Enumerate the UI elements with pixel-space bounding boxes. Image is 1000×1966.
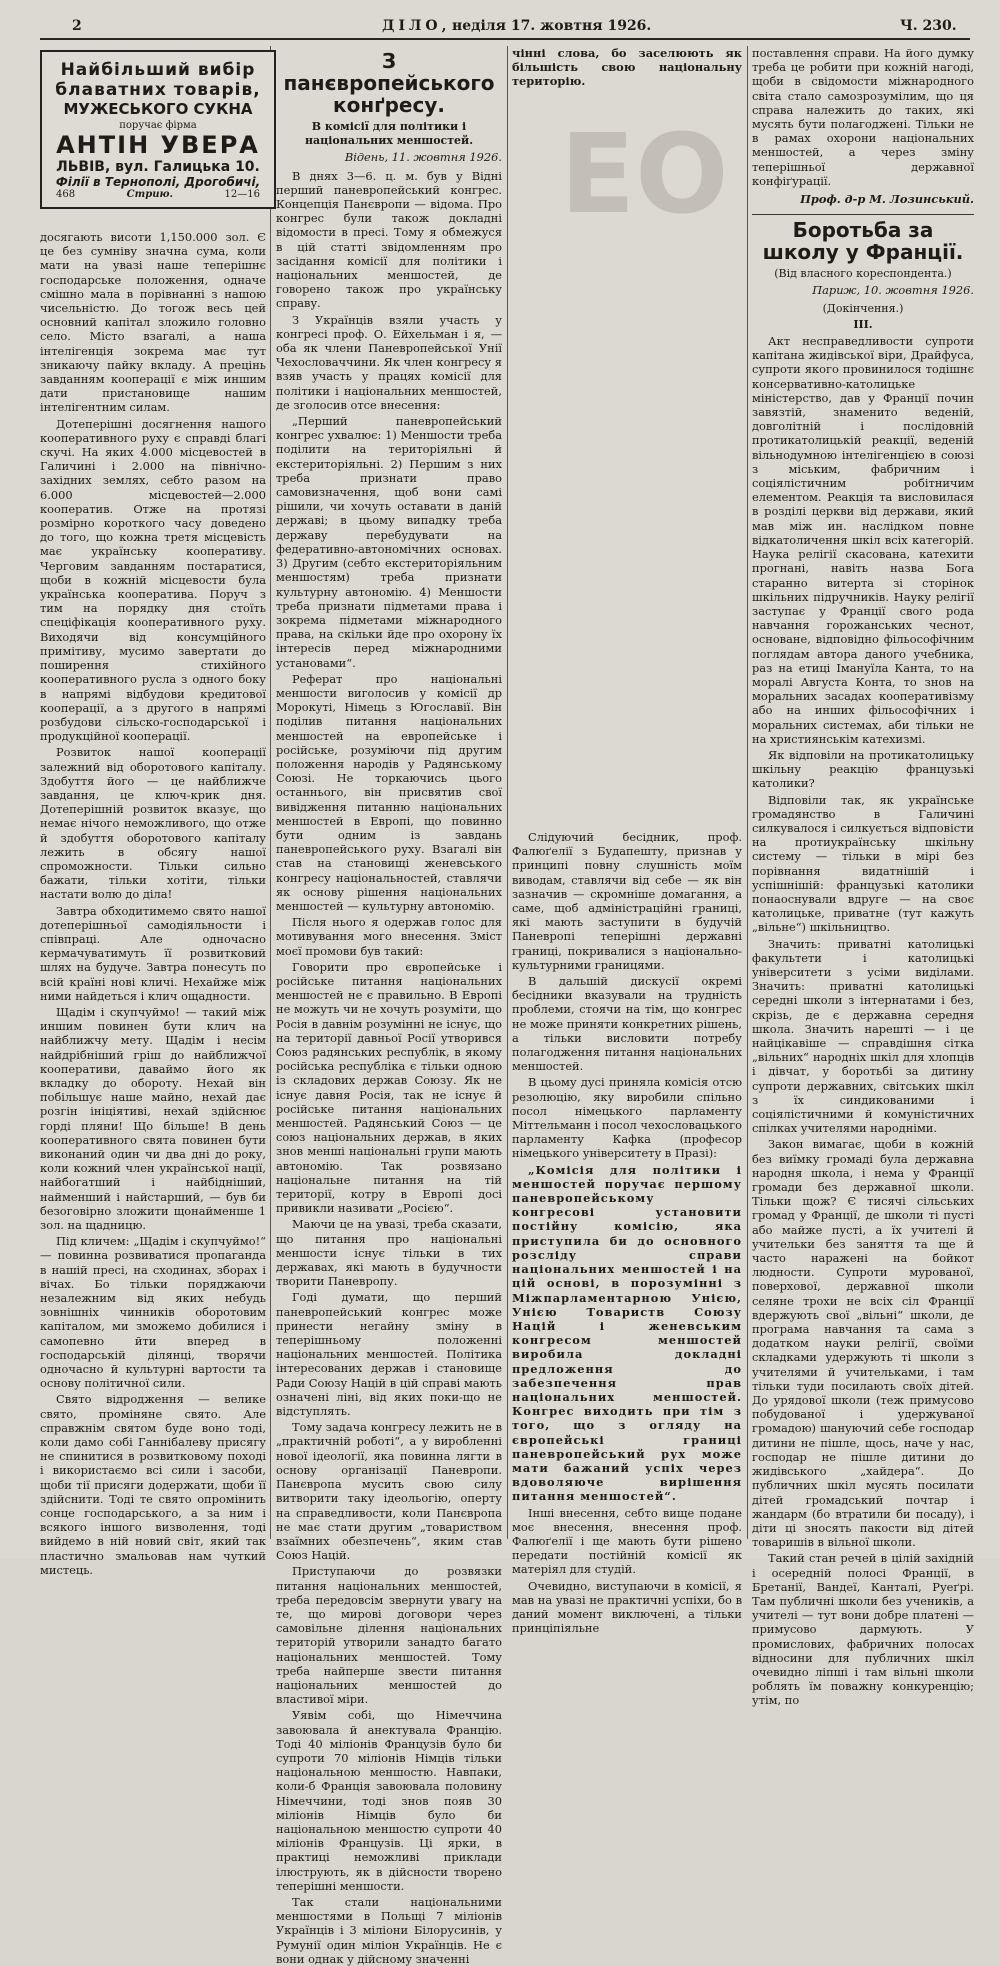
- article-paragraph: Очевидно, виступаючи в комісії, я мав на увазі не практичні успіхи, бо в даний момент виключені, а тільки принціпіяльне: [512, 1578, 742, 1636]
- article-paragraph: Слідуючий бесідник, проф. Фалюґелії з Будапешту, признав у принципі повну слушність моїм виводам, ставлячи від себе — як він зазначив — скромніше домагання, а саме, щоб адміністраційні границі, які мають заступити в будучій Паневропі теперішні державні границі, покривалися з національно-культурними границями.: [512, 830, 742, 972]
- article-paragraph: Завтра обходитимемо свято нашої дотеперішньої самодіяльности і співпраці. Але одночасно кермачуватимуть її розвитковий шлях на будуче. Завтра понесуть по всій країні нові кличі. Нехайже між ними найдеться і клич ощадности.: [40, 903, 266, 1003]
- issue-number: Ч. 230.: [900, 18, 957, 34]
- article-paragraph: досягають висоти 1,150.000 зол. Є це без сумніву значна сума, коли мати на увазі наше теперішнє господарське положення, одначе смішно мала в порівнанні з нашою чисельністю. До тогож весь цей основний капітал зложило головно село. Місто взагалі, а наша інтелігенція зокрема має тут зникаючу пайку вкладу. А прецінь завданням кооперації є між иншим дати пристановище нашим інтелігентним силам.: [40, 230, 266, 415]
- article-subhead: (Від власного кореспондента.): [774, 267, 952, 281]
- ad-address: ЛЬВІВ, вул. Галицька 10.: [56, 159, 260, 175]
- article-paragraph: поставлення справи. На його думку треба це робити при кожній нагоді, щоби в свідомости міжнародного світа стало самозрозумілим, що ця справа належить до таких, які мусять бути полагоджені. Тільки не в рамах охорони національних меншостей, а через зміну теперішньої державної конфіґурації.: [752, 46, 974, 188]
- masthead-rule: [40, 38, 970, 40]
- ad-number: 468: [56, 189, 76, 200]
- article-subhead: В комісії для політики і національних меншостей.: [304, 120, 474, 148]
- section-number: III.: [853, 317, 873, 331]
- page-number: 2: [72, 18, 82, 34]
- article-paragraph: Маючи це на увазі, треба сказати, що питання про національні меншости існує тільки в тих державах, які мають в будучности творити Паневропу.: [276, 1217, 502, 1289]
- article-paragraph: Такий стан речей в цілій західній і осередній полосі Франції, в Бретанії, Вандеї, Канталі, Руеґрі. Там публичні школи без учеників, а учителі — тут вони добре платені — примусово дармують. У промислових, фабричних полосах відносини для публичних шкіл очевидно ліпші і там вільні школи роблять їм поважну конкуренцію; утім, по: [752, 1551, 974, 1708]
- column-1: [40, 230, 266, 1577]
- issue-date: неділя 17. жовтня 1926.: [452, 18, 652, 34]
- column-divider: [747, 46, 748, 1539]
- article-paragraph: Дотеперішні досягнення нашого кооперативного руху є справді благі скучі. На яких 4.000 місцевостей в Галичині і 2.000 на північно-західних землях, себто разом на 6.000 місцевостей—2.000 кооператив. Отже на протязі розмірно короткого часу доведено до того, що кожна третя місцевість має українську кооперативу. Черговим завданням постаратися, щоби в кожній місцевости була українська кооператива. Поруч з тим на порядку дня стоїть спеціфікація кооперативного руху. Виходячи від консумційного примітиву, мусимо завертати до поширення стихійного кооперативного русла з одного боку в напрямі відбудови кредитової кооперації, а з другого в напрямі розбудови сільско-господарської і продукційної кооперації.: [40, 416, 266, 744]
- article-dateline: Відень, 11. жовтня 1926.: [344, 150, 502, 165]
- paper-title: ДІЛО,: [382, 18, 451, 34]
- ad-run: 12—16: [224, 189, 260, 200]
- ad-firm-name: АНТІН УВЕРА: [56, 131, 260, 159]
- section-divider: [752, 214, 974, 215]
- bleed-through-mark: ЕО: [560, 110, 729, 238]
- advertisement-box: [40, 50, 276, 209]
- ad-line: Найбільший вибір: [60, 60, 256, 80]
- article-paragraph: Приступаючи до розвязки питання національних меншостей, треба передовсім звернути увагу на те, що мирові договори через самовільне ділення національних територій утворили занадто багато національних меншостей. Тому треба найперше звести питання національних меншостей до властивої міри.: [276, 1564, 502, 1707]
- article-paragraph: В дальшій дискусії окремі бесідники вказували на трудність проблеми, стоячи на тім, що конгрес не може приняти конкретних рішень, а тільки висловити потребу полагодження питання національних меншостей.: [512, 974, 742, 1074]
- ad-line: блаватних товарів,: [55, 80, 261, 100]
- article-paragraph: Відповіли так, як українське громадянство в Галичині силкувалося і силкується відповісти на протиукраїнську шкільну систему — тільки в мірі без порівнання видатнішій і успішнішій: французькі католики понаоснували вдруге — на своє католицьке, приватне (тут кажуть „вільне“) шкільництво.: [752, 792, 974, 935]
- column-divider: [270, 46, 271, 1539]
- column-divider: [507, 46, 508, 1539]
- article-paragraph: Уявім собі, що Німеччина завоювала й анектувала Францію. Тоді 40 міліонів Французів було би супроти 70 міліонів Німців тільки національною меншостю. Навпаки, коли-б Франція завоювала половину Німеччини, тоді знов появ 30 міліонів Німців було би національною меншостю супроти 40 міліонів Французів. Ці ярки, в практиці неможливі приклади ілюструють, як в дійсности творено теперішні меншости.: [276, 1708, 502, 1893]
- article-paragraph: В днях 3—6. ц. м. був у Відні перший паневропейський конгрес. Концепція Панєвропи — відома. Про конгрес були також докладні відомости в пресі. Тому я обмежуся в цій статті звідомленням про засідання комісії для політики і національних меншостей, де говорено також про українську справу.: [276, 168, 502, 311]
- article-paragraph: З Українців взяли участь у конгресі проф. О. Ейхельман і я, — оба як члени Паневропейської Унії Чехословаччини. Як член конгресу я взяв участь у працях комісії для політики і національних меншостей, де зголосив отсе внесення:: [276, 312, 502, 412]
- article-paragraph: Розвиток нашої кооперації залежний від оборотового капіталу. Здобуття його — це найближче завдання, це ключ-крик дня. Дотеперішній розвиток вказує, що немає нічого неможливого, що отже й здобуття оборотового капіталу лежить в обсягу нашої спроможности. Тільки сильно бажати, тільки хотіти, тільки настати волю до діла!: [40, 745, 266, 902]
- article-paragraph: Під кличем: „Щадім і скупчуймо!“ — повинна розвиватися пропаганда в нашій пресі, на сходинах, зборах і вічах. Бо тільки поряджаючи незалежним від яких небудь зовнішніх чинників оборотовим капіталом, ми зможемо добилися і самопевно йти вперед в господарській ділянці, творячи одночасно й культурні вартости та основу політичної сили.: [40, 1234, 266, 1391]
- ad-line: МУЖЕСЬКОГО СУКНА: [63, 100, 253, 118]
- article-paragraph: Закон вимагає, щоби в кожній без виїмку громаді була державна народня школа, і нема у Франції громади без державної школи. Тільки щож? Є тисячі сільських громад у Франції, де школи ті пусті або майже пусті, а їх учителі й учительки без заняття та ще й часто наражені на бойкот людности. Супроти мурованої, поверхової, державної школи селянe трохи не всіх сіл Франції вдержують свої „вільні“ школи, де програма навчання та сама з додатком науки релігії, своїми складками удержують ті школи з учителями й учительками, і там тільки туди посилають своїх дітей. До урядової школи (теж примусово побудованої і удержуваної громадою) шануючий себе господар дитини не пішле, щось, наче у нас, господар не пішле дитини до жидівського „хайдера“. До публичних шкіл мусять посилати дітей громадський почтар і жандарм (бо втратили би посаду), і діти ці зносять пакости від дітей товаришів в вільної школи.: [752, 1137, 974, 1550]
- article-paragraph: чінні слова, бо заселюють як більшість свою національну територію.: [512, 46, 742, 89]
- column-4: [752, 46, 974, 1708]
- continuation-note: (Докінчення.): [822, 301, 904, 315]
- ad-line: поручає фірма: [119, 120, 197, 131]
- column-2: [276, 46, 502, 1966]
- ad-line: Філії в Тернополі, Дрогобичі,: [55, 175, 261, 189]
- resolution-text: „Комісія для політики і меншостей поручає першому паневропейському конгресові установити постійну комісію, яка приступила би до основного розсліду справи національних меншостей і на цій основі, в порозумінні з Міжпарламентарною Унією, Унією Товариств Союзу Націй і женевським конгресом меншостей виробила докладні предложення до забезпечення прав національних меншостей. Конгрес виходить при тім з того, що з огляду на європейські границі паневропейський рух може мати бажаний успіх через вдоволяюче вирішення питання меншостей“.: [512, 1162, 742, 1504]
- article-paragraph: „Перший паневропейський конгрес ухвалює: 1) Меншости треба поділити на територіяльні й екстериторіяльні. 2) Першим з них треба признати право самовизначення, щоб вони самі рішили, чи хочуть оставати в даній державі; в цьому випадку треба державу перебудувати на федеративно-автономічних основах. 3) Другим (себто екстериторіяльним меншостям) треба признати культурну автономію. 4) Меншости треба признати підметами права і зокрема підметами міжнародного права, на скільки йде про охорону їх інтересів перед міжнародними установами“.: [276, 414, 502, 670]
- article-paragraph: Годі думати, що перший паневропейський конгрес може принести негайну зміну в теперішньому положенні національних меншостей. Політика інтересованих держав і становище Ради Союзу Націй в цій справі мають означені ліні, від яких поки-що не відступлять.: [276, 1290, 502, 1419]
- article-paragraph: Так стали національними меншостями в Польщі 7 міліонів Українців і 3 міліони Білорусинів, у Румунії один міліон Українців. Не є вони однак у дійсному значенні: [276, 1894, 502, 1966]
- article-paragraph: В цьому дусі приняла комісія отсю резолюцію, яку виробили спільно посол німецького парламенту Міттельманн і посол чехословацького парламенту Кафка (професор німецького університету в Празі):: [512, 1075, 742, 1161]
- article-paragraph: Щадім і скупчуймо! — такий між иншим повинен бути клич на найближчу мету. Щадім і несім найдрібніший гріш до найближчої кооперативи, даваймо його як вкладку до обороту. Нехай він побільшує наше майно, нехай дає розгін ініціятиві, нехай здійснює горді пляни! Що більше! В день кооперативного свята повинен бути виконаний один чи два дні до року, коли кожний член української нації, найбогатший і найбідніший, найменший і найстарший, — був би безоговірно зложити щонайменше 1 зол. на щадницю.: [40, 1004, 266, 1233]
- article-paragraph: Реферат про національні меншости виголосив у комісії др Морокуті, Німець з Югославії. Він поділив питання національних меншостей на европейське і російське, розуміючи під другим положення народів у Радянському Союзі. Не торкаючись цього останнього, він присвятив свої вивідження питанню національних меншостей в Европі, що повинно бути одним із завдань паневропейського руху. Взагалі він став на становищі женевського конгресу національностей, ставлячи як основу рішення національних меншостей — культурну автономію.: [276, 671, 502, 913]
- ad-footer: [42, 189, 274, 200]
- article-paragraph: Інші внесення, себто вище подане моє внесення, внесення проф. Фалюґелії і ще мають бути рішено передати постійній комісії як матеріял для студій.: [512, 1505, 742, 1577]
- article-dateline: Париж, 10. жовтня 1926.: [812, 283, 974, 298]
- article-paragraph: Значить: приватні католицькі факультети і католицькі університети з усіми видiлами. Значить: приватні католицькі середні школи з інтернатами і без, скрізь, де є державна середня школа. Значить нарешті — і це найцікавіше — справдішня сітка „вільних“ народніх шкіл для хлопців і дівчат, у боротьбі за дитину супроти державних, світських шкіл з їх синдикованими і соціялістичними й комуністичних спілках учителями народніми.: [752, 936, 974, 1136]
- article-paragraph: Говорити про європейське і російське питання національних меншостей не є правильно. В Европі не можуть чи не хочуть розуміти, що Росія в давнім розумінні не існує, що на території давньої Росії утворився Союз радянських республік, в якому російська республіка є тільки одною із складових держав Союзу. Як не існує давня Росія, так не існує й російське питання національних меншостей. Радянський Союз — це союз національних держав, в яких знов менші національні групи мають автономію. Так розвязано національне питання на тій території, котру в Европі досі привикли називати „Росією“.: [276, 959, 502, 1216]
- article-paragraph: Тому задача конгресу лежить не в „практичній роботі“, а у виробленні нової ідеології, яка повинна лягти в основу організації Паневропи. Панєвропа мусить свою силу витворити таку ідеольогію, оперту на справедливости, коли Панєвропа не має стати другим „товариством взаїмних обезпечень“, яким став Союз Націй.: [276, 1420, 502, 1563]
- article-paragraph: Як відповіли на протикатолицьку шкільну реакцію французькі католики?: [752, 747, 974, 791]
- column-3-top: [512, 46, 742, 106]
- article-paragraph: Після нього я одержав голос для мотивування мого внесення. Зміст моєї промови був такий:: [276, 915, 502, 958]
- article-paragraph: Свято відродження — велике свято, проміняне свято. Але справжнім святом буде воно тоді, коли дамо собі Ганнібалеву присягу не спинитися в розвитковому поході і використаємо всі сили і засоби, щоби тії присяги додержати, щоби її здійснити. Тоді те свято опромінить сонце господарського, а за ним і всякого іншого визволення, тоді вийдемо в ній новий світ, який так пластично змальовав нам чуткий мистець.: [40, 1392, 266, 1577]
- column-3: [512, 830, 742, 1636]
- article-headline: Боротьба за школу у Франції.: [762, 218, 964, 265]
- article-headline: З панєвропейського конґресу.: [283, 49, 495, 117]
- article-paragraph: Акт несправедливости супроти капітана жидівської віри, Драйфуса, супроти якого провинилося тодішнє консервативно-католицьке міністерство, дав у Франції почин завязтій, знаменито веденій, довголітній і послідовній протикатолицькій реакції, веденій вільнодумною інтелігенцією в союзі з міським, фабричним і соціялістичним робітничим елементом. Реакція та висловилася в розділі церкви від держави, який мав між ин. наслідком повне відкатоличення шкіл всіх категорій. Наука релігії скасована, катехити прогнані, навіть назва Бога старанно витерта зі сторінок шкільних підручників. Науку релігії заступає у Франції свого рода навчання горожанських чеснот, основане, відповідно фільософічним поглядам автора даного учебника, раз на етиці Імануїла Канта, то на моралі Августа Конта, то знов на моральних засадах кооперативізму або на инших фільософічних і моральних системах, аби тільки не на християнськім катехизмі.: [752, 334, 974, 746]
- author-signature: Проф. д-р М. Лозинський.: [800, 192, 974, 207]
- ad-city: Стрию.: [126, 189, 173, 200]
